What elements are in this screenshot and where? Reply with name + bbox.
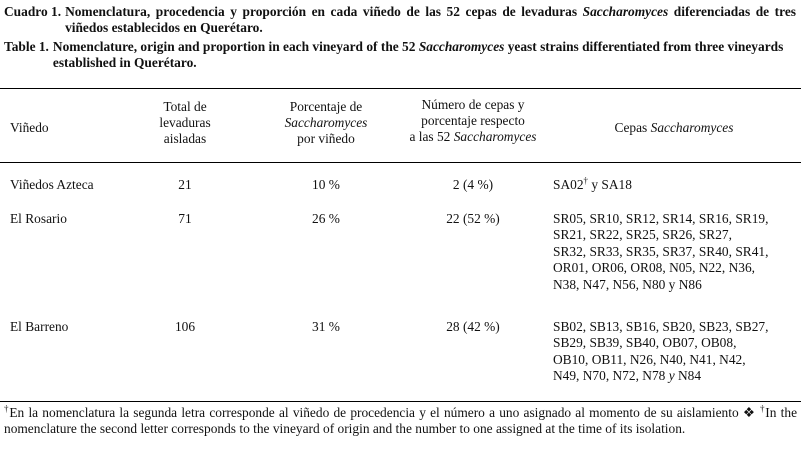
caption-english (4, 39, 796, 71)
row-cepas: SA02† y SA18 (553, 175, 632, 192)
caption-label: Table 1. (4, 39, 49, 54)
row-numero: 2 (4 %) (452, 177, 494, 192)
row-porcentaje: 31 % (312, 319, 340, 334)
caption-text: Nomenclatura, procedencia y proporción en cada viñedo de las 52 cepas de levaduras Saccharomyces diferenciadas de tres viñedos establecidos en Querétaro. (65, 4, 796, 35)
row-vinedo: El Barreno (10, 319, 69, 334)
row-vinedo: El Rosario (10, 211, 67, 226)
table-top-rule (0, 88, 801, 89)
row-cepas: SB02, SB13, SB16, SB20, SB23, SB27, SB29, SB39, SB40, OB07, OB08, OB10, OB11, N26, N40, N41, N42, N49, N70, N72, N78 y N84 (553, 319, 769, 384)
row-porcentaje: 10 % (312, 177, 340, 192)
row-vinedo: Viñedos Azteca (10, 177, 94, 192)
footnote: †En la nomenclatura la segunda letra corresponde al viñedo de procedencia y el número a uno asignado al momento de su aislamiento ❖ †In the nomenclature the second letter corresponds to the vineyard of origin and the number to one assigned at the time of its isolation. (4, 403, 798, 436)
table-header-rule (0, 162, 801, 163)
header-numero: Número de cepas y porcentaje respecto a las 52 Saccharomyces (409, 97, 537, 144)
header-cepas: Cepas Saccharomyces (614, 120, 734, 135)
header-total: Total de levaduras aisladas (159, 99, 211, 146)
row-cepas: SR05, SR10, SR12, SR14, SR16, SR19, SR21, SR22, SR25, SR26, SR27, SR32, SR33, SR35, SR37, SR40, SR41, OR01, OR06, OR08, N05, N22, N36, N38, N47, N56, N80 y N86 (553, 211, 769, 292)
row-porcentaje: 26 % (312, 211, 340, 226)
caption-text: Nomenclature, origin and proportion in each vineyard of the 52 Saccharomyces yeast strains differentiated from three vineyards established in Querétaro. (52, 39, 784, 70)
row-total: 106 (174, 319, 196, 334)
row-total: 21 (178, 177, 192, 192)
row-total: 71 (178, 211, 192, 226)
row-numero: 22 (52 %) (446, 211, 500, 226)
header-vinedo: Viñedo (10, 120, 49, 135)
header-porcentaje: Porcentaje de Saccharomyces por viñedo (284, 99, 368, 146)
row-numero: 28 (42 %) (446, 319, 500, 334)
caption-label: Cuadro 1. (4, 4, 62, 19)
caption-spanish (4, 4, 796, 36)
table-bottom-rule (0, 401, 801, 402)
